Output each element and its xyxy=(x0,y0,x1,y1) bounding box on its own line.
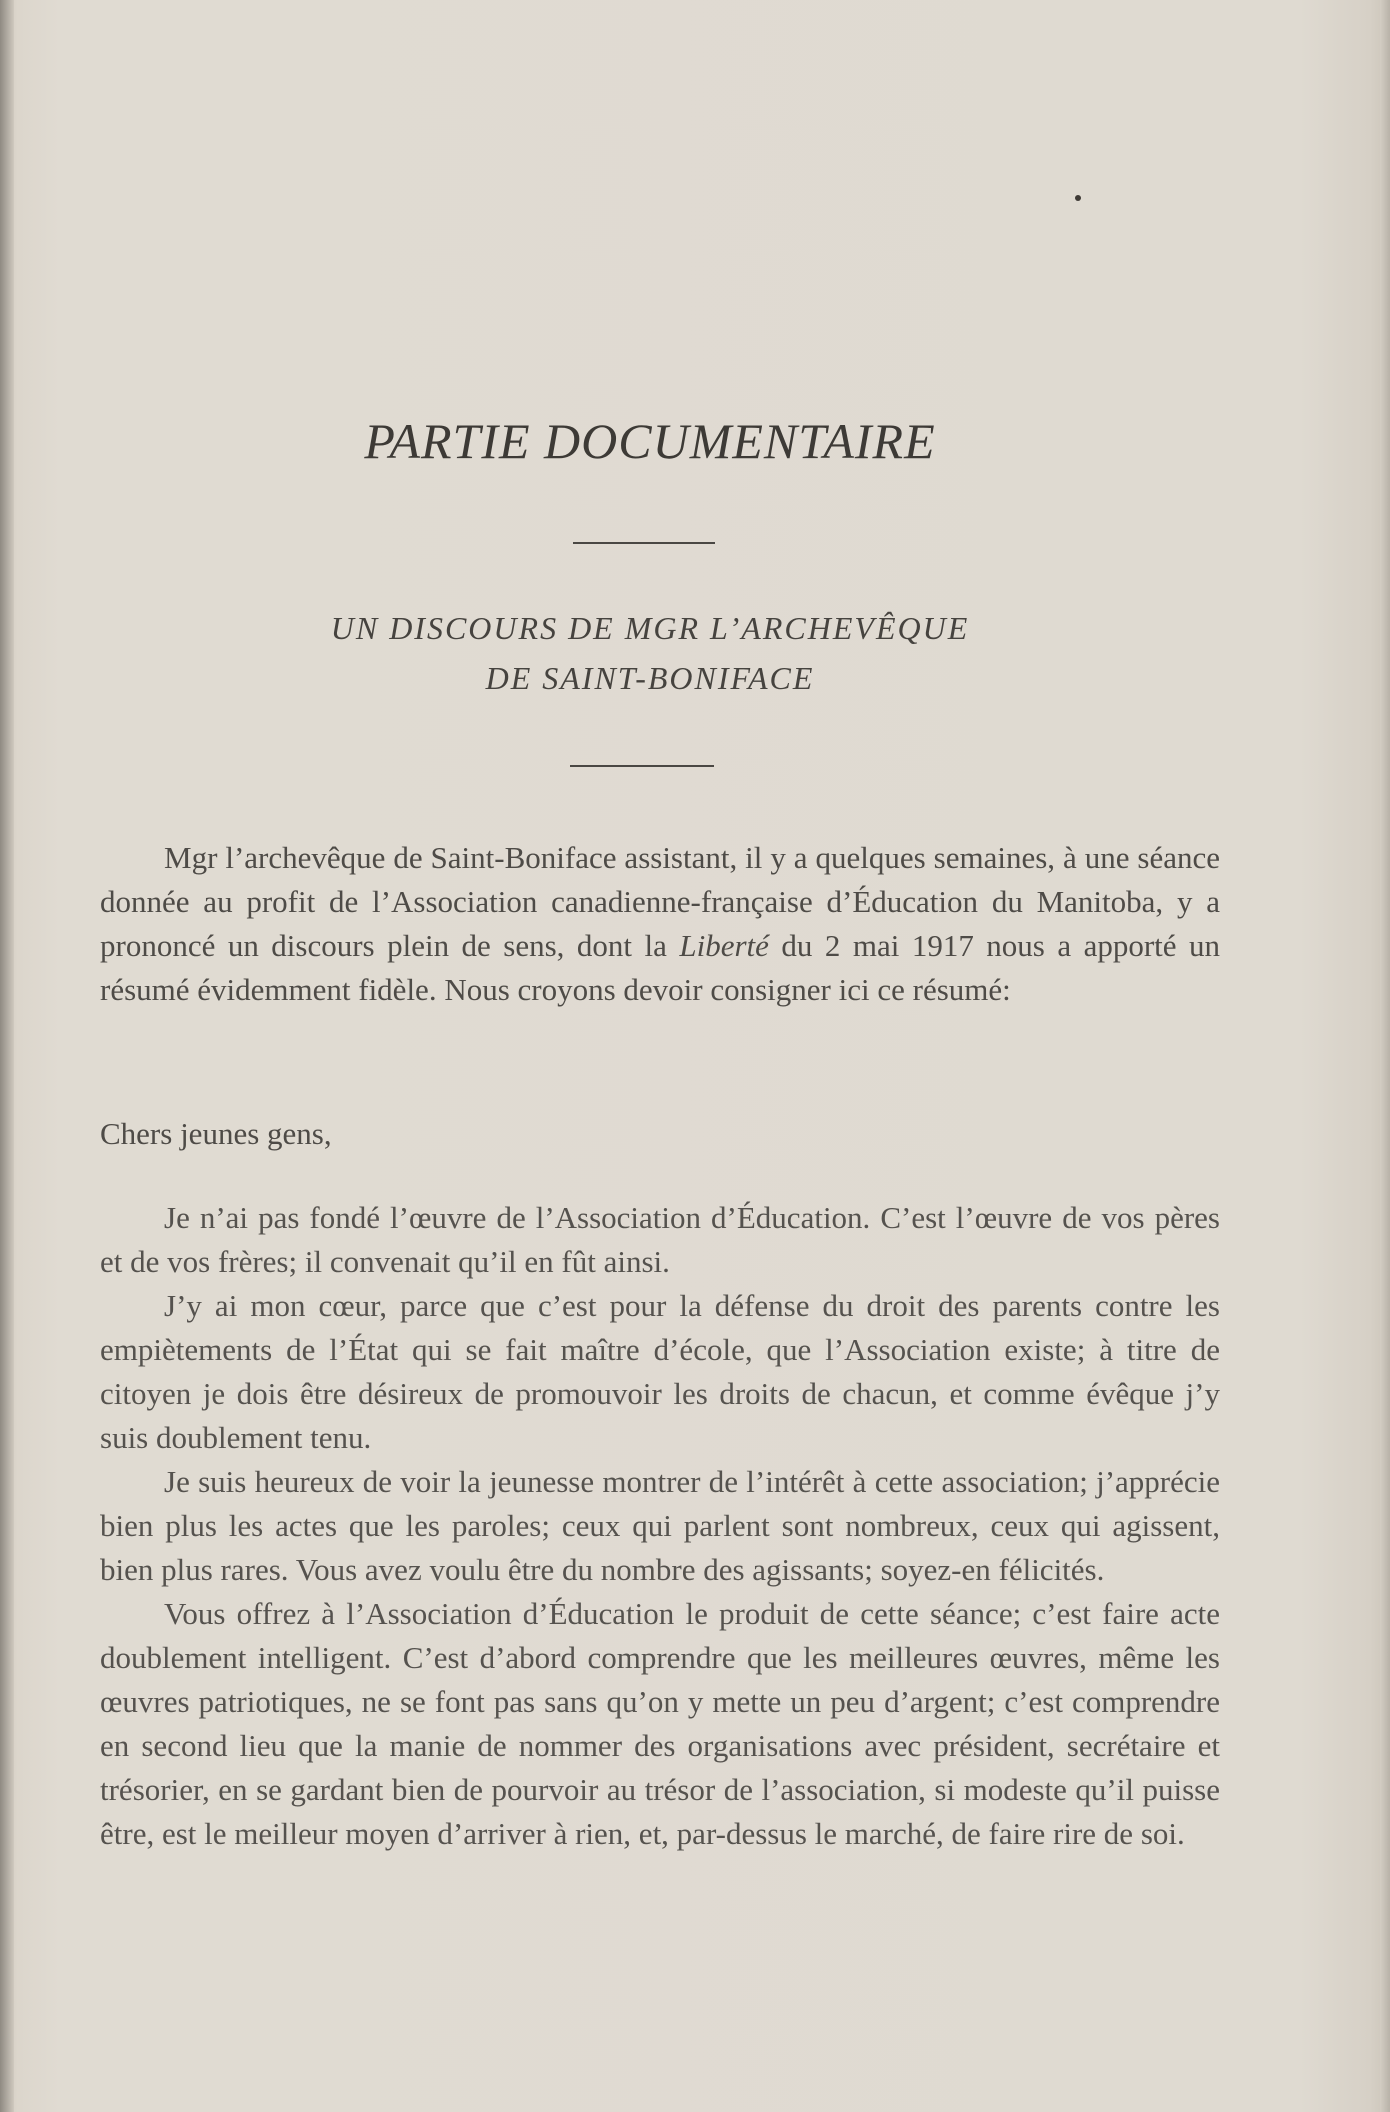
speech-text xyxy=(100,1196,1220,1856)
ink-speck xyxy=(1075,195,1081,201)
speech-paragraph-4: Vous offrez à l’Association d’Éducation le produit de cette séance; c’est faire acte doublement intelligent. C’est d’abord comprendre que les meilleures œuvres, même les œuvres patriotiques, ne se font pas sans qu’on y mette un peu d’argent; c’est comprendre en second lieu que la manie de nommer des organisations avec président, secrétaire et trésorier, en se gardant bien de pourvoir au trésor de l’association, si modeste qu’il puisse être, est le meilleur moyen d’arriver à rien, et, par-dessus le marché, de faire rire de soi. xyxy=(100,1596,1220,1851)
speech-paragraph-1: Je n’ai pas fondé l’œuvre de l’Association d’Éducation. C’est l’œuvre de vos pères et de vos frères; il convenait qu’il en fût ainsi. xyxy=(100,1200,1220,1279)
salutation: Chers jeunes gens, xyxy=(100,1116,332,1151)
intro-text-end: du 2 mai 1917 nous a apporté un résumé évidemment fidèle. Nous croyons devoir consigner ici ce résumé: xyxy=(100,928,1221,1007)
newspaper-name: Liberté xyxy=(679,928,769,963)
binding-shadow xyxy=(0,0,14,2112)
intro-paragraph xyxy=(100,836,1220,1012)
subtitle-rule xyxy=(570,765,714,767)
page-edge xyxy=(1380,0,1390,2112)
speech-paragraph-2: J’y ai mon cœur, parce que c’est pour la défense du droit des parents contre les empiètements de l’État qui se fait maître d’école, que l’Association existe; à titre de citoyen je dois être désireux de promouvoir les droits de chacun, et comme évêque j’y suis doublement tenu. xyxy=(100,1288,1220,1455)
title-rule xyxy=(573,542,715,544)
intro-text-start: Mgr l’archevêque de Saint-Boniface assistant, il y a quelques semaines, à une séance donnée au profit de l’Association canadienne-française d’Éducation du Manitoba, y a prononcé un discours plein de sens, dont la xyxy=(100,840,1220,963)
speech-paragraph-3: Je suis heureux de voir la jeunesse montrer de l’intérêt à cette association; j’apprécie bien plus les actes que les paroles; ceux qui parlent sont nombreux, ceux qui agissent, bien plus rares. Vous avez voulu être du nombre des agissants; soyez-en félicités. xyxy=(100,1464,1220,1587)
article-title-line-2: DE SAINT-BONIFACE xyxy=(485,660,815,696)
section-title: PARTIE DOCUMENTAIRE xyxy=(364,413,936,469)
article-title-line-1: UN DISCOURS DE MGR L’ARCHEVÊQUE xyxy=(330,610,970,646)
